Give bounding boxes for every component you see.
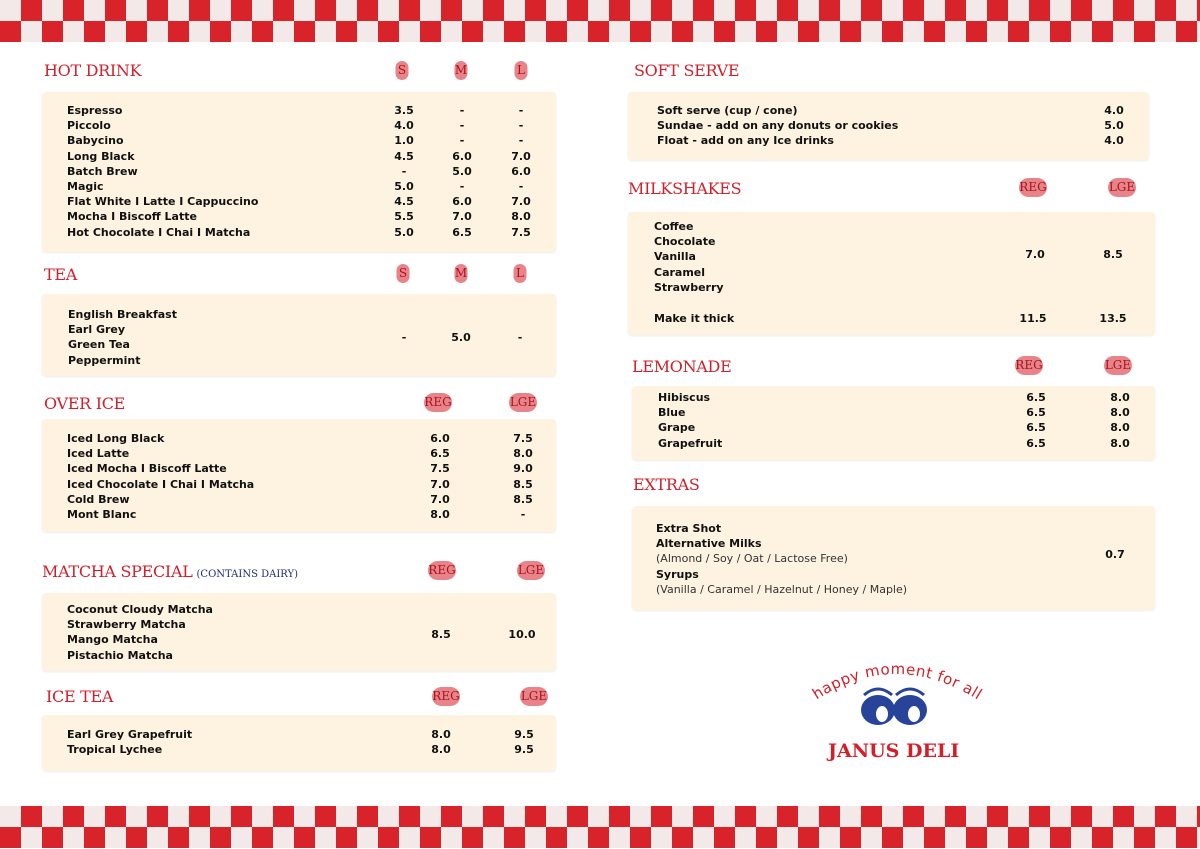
menu-row — [42, 209, 556, 224]
item-price: 7.5 — [430, 462, 450, 476]
ice-tea-panel — [42, 715, 556, 771]
item-price: 5.5 — [394, 210, 414, 224]
item-name: Mocha I Biscoff Latte — [67, 210, 197, 224]
item-name: Cold Brew — [67, 492, 130, 506]
item-name: Babycino — [67, 134, 124, 148]
checkered-border-bottom — [0, 806, 1200, 848]
item-price: 3.5 — [394, 104, 414, 117]
item-price: 6.5 — [1026, 421, 1046, 435]
eyes-icon — [861, 689, 927, 725]
item-price: 13.5 — [1099, 312, 1127, 325]
item-price: - — [459, 104, 465, 117]
item-price: 5.0 — [394, 180, 414, 193]
menu-row — [42, 431, 556, 446]
logo-tagline-arc — [790, 650, 1010, 730]
item-price: 6.5 — [1026, 436, 1046, 450]
menu-row — [42, 648, 556, 663]
menu-row — [42, 118, 556, 133]
menu-row — [632, 521, 1155, 536]
item-price: 8.0 — [430, 508, 450, 521]
item-price: - — [518, 180, 524, 193]
menu-row — [628, 133, 1149, 148]
item-price: 8.5 — [431, 628, 451, 641]
menu-row — [42, 179, 556, 194]
hot-drink-heading: HOT DRINK — [44, 61, 142, 80]
lemonade-panel — [632, 386, 1155, 460]
item-price: 9.0 — [513, 462, 533, 476]
menu-row — [42, 307, 556, 322]
item-name: English Breakfast — [68, 308, 177, 321]
menu-row — [632, 582, 1155, 597]
item-price: 1.0 — [394, 134, 414, 148]
size-pill-reg: REG — [1015, 356, 1043, 375]
item-name: Sundae - add on any donuts or cookies — [657, 119, 899, 133]
item-name: Coffee — [654, 220, 694, 233]
item-price: 6.0 — [430, 432, 450, 445]
menu-row — [632, 567, 1155, 582]
item-price: 7.5 — [511, 225, 531, 239]
item-name: Soft serve (cup / cone) — [657, 104, 798, 117]
matcha-special-panel — [42, 593, 556, 671]
menu-row — [42, 461, 556, 476]
item-price: - — [401, 331, 407, 344]
item-name: Chocolate — [654, 235, 716, 249]
size-pill-lge: LGE — [1104, 356, 1132, 375]
item-price: 9.5 — [514, 743, 534, 757]
item-name: Iced Latte — [67, 447, 130, 461]
item-name: Earl Grey Grapefruit — [67, 728, 193, 741]
menu-row — [42, 602, 556, 617]
item-price: 6.5 — [452, 225, 472, 239]
item-name: Syrups — [656, 567, 699, 581]
tagline-text: happy moment for all — [809, 659, 986, 704]
item-price: 5.0 — [1104, 119, 1124, 133]
item-price: 4.5 — [394, 149, 414, 163]
menu-row — [42, 330, 556, 345]
item-price: 7.0 — [430, 477, 450, 491]
item-name: Pistachio Matcha — [67, 648, 173, 662]
soft-serve-panel — [628, 92, 1149, 160]
item-price: 0.7 — [1105, 548, 1125, 561]
item-name: Float - add on any Ice drinks — [657, 134, 834, 148]
lemonade-heading: LEMONADE — [632, 357, 732, 376]
tea-panel — [42, 294, 556, 376]
tea-heading: TEA — [44, 265, 78, 284]
menu-row — [628, 265, 1155, 280]
contains-dairy-note: (CONTAINS DAIRY) — [196, 569, 299, 580]
menu-row — [42, 225, 556, 240]
item-name: Strawberry — [654, 280, 724, 294]
item-price: 4.5 — [394, 195, 414, 209]
size-pill-lge: LGE — [509, 393, 537, 412]
item-name: Alternative Milks — [656, 537, 762, 551]
item-price: 7.0 — [511, 195, 531, 209]
item-price: 8.5 — [1103, 248, 1123, 261]
size-pill-lge: LGE — [1108, 178, 1136, 197]
milkshakes-panel — [628, 212, 1155, 335]
item-price: 6.0 — [511, 164, 531, 178]
size-pill-reg: REG — [428, 561, 456, 580]
item-name: Piccolo — [67, 119, 111, 133]
item-price: - — [517, 331, 523, 344]
item-price: 8.5 — [513, 477, 533, 491]
menu-row — [42, 727, 556, 742]
item-name: Vanilla — [654, 250, 696, 264]
menu-row — [42, 477, 556, 492]
extras-heading: EXTRAS — [633, 475, 700, 494]
checkered-border-top — [0, 0, 1200, 42]
item-price: 8.0 — [431, 728, 451, 741]
item-price: - — [459, 180, 465, 193]
item-name: Hibiscus — [658, 391, 711, 404]
menu-row — [42, 446, 556, 461]
menu-row — [42, 492, 556, 507]
menu-row — [628, 103, 1149, 118]
over-ice-heading: OVER ICE — [44, 394, 126, 413]
item-name: Tropical Lychee — [67, 743, 163, 757]
item-price: 7.0 — [430, 492, 450, 506]
menu-row — [632, 436, 1155, 451]
size-pill-s: S — [397, 264, 410, 283]
item-price: 9.5 — [514, 728, 534, 741]
item-name: (Almond / Soy / Oat / Lactose Free) — [656, 552, 848, 566]
item-price: 5.0 — [452, 164, 472, 178]
item-price: 5.0 — [451, 331, 471, 344]
menu-row — [42, 149, 556, 164]
menu-row — [42, 164, 556, 179]
item-price: - — [518, 119, 524, 133]
item-price: - — [518, 134, 524, 148]
item-price: 8.0 — [1110, 436, 1130, 450]
menu-row — [628, 118, 1149, 133]
menu-row — [42, 742, 556, 757]
item-name: Make it thick — [654, 312, 735, 325]
item-price: 6.0 — [452, 149, 472, 163]
item-price: - — [518, 104, 524, 117]
size-pill-l: L — [515, 61, 528, 80]
item-price: 5.0 — [394, 225, 414, 239]
menu-row — [42, 353, 556, 368]
item-price: 4.0 — [394, 119, 414, 133]
item-name: Blue — [658, 406, 686, 420]
soft-serve-heading: SOFT SERVE — [634, 61, 740, 80]
size-pill-m: M — [455, 61, 468, 80]
item-price: 8.0 — [431, 743, 451, 757]
item-name: Peppermint — [68, 353, 141, 367]
item-name: (Vanilla / Caramel / Hazelnut / Honey / Maple) — [656, 582, 908, 596]
item-name: Earl Grey — [68, 323, 126, 337]
menu-row — [632, 405, 1155, 420]
item-name: Mont Blanc — [67, 508, 137, 521]
size-pill-s: S — [396, 61, 409, 80]
size-pill-lge: LGE — [520, 687, 548, 706]
item-price: 7.0 — [1025, 248, 1045, 261]
menu-row — [632, 547, 1155, 562]
item-name: Batch Brew — [67, 164, 138, 178]
size-pill-m: M — [455, 264, 468, 283]
milkshakes-heading: MILKSHAKES — [628, 179, 742, 198]
item-price: - — [459, 119, 465, 133]
item-price: 4.0 — [1104, 104, 1124, 117]
item-price: 8.0 — [1110, 391, 1130, 404]
size-pill-lge: LGE — [517, 561, 545, 580]
menu-row — [628, 219, 1155, 234]
item-name: Grape — [658, 421, 696, 435]
item-name: Coconut Cloudy Matcha — [67, 603, 213, 616]
ice-tea-heading: ICE TEA — [46, 687, 114, 706]
item-name: Iced Mocha I Biscoff Latte — [67, 462, 227, 476]
item-name: Strawberry Matcha — [67, 618, 186, 632]
item-name: Long Black — [67, 149, 135, 163]
menu-row — [628, 247, 1155, 262]
hot-drink-panel — [42, 92, 556, 252]
menu-row — [632, 390, 1155, 405]
menu-row — [42, 507, 556, 522]
item-price: - — [401, 164, 407, 178]
item-price: 7.0 — [511, 149, 531, 163]
menu-row — [42, 103, 556, 118]
over-ice-panel — [42, 419, 556, 532]
item-price: 6.5 — [1026, 406, 1046, 420]
svg-text:happy moment for all — [809, 660, 985, 704]
menu-row — [42, 133, 556, 148]
menu-row — [632, 420, 1155, 435]
item-name: Iced Long Black — [67, 432, 165, 445]
item-price: - — [459, 134, 465, 148]
item-price: 10.0 — [508, 628, 536, 641]
extras-panel — [632, 506, 1155, 610]
item-price: 4.0 — [1104, 134, 1124, 148]
menu-row — [42, 194, 556, 209]
brand-name: JANUS DELI — [828, 740, 960, 762]
size-pill-reg: REG — [1019, 178, 1047, 197]
size-pill-reg: REG — [424, 393, 452, 412]
item-price: 6.5 — [430, 447, 450, 461]
item-price: 8.0 — [513, 447, 533, 461]
item-name: Magic — [67, 180, 104, 193]
menu-row — [42, 627, 556, 642]
item-price: 11.5 — [1019, 312, 1047, 325]
item-price: 8.0 — [1110, 406, 1130, 420]
size-pill-reg: REG — [432, 687, 460, 706]
item-price: 7.5 — [513, 432, 533, 445]
item-price: 8.0 — [511, 210, 531, 224]
item-name: Green Tea — [68, 338, 130, 352]
item-name: Mango Matcha — [67, 633, 158, 647]
menu-row — [628, 311, 1155, 326]
item-name: Caramel — [654, 265, 706, 279]
matcha-special-title: MATCHA SPECIAL — [42, 562, 193, 581]
item-name: Flat White I Latte I Cappuccino — [67, 195, 259, 209]
item-price: 6.5 — [1026, 391, 1046, 404]
item-name: Extra Shot — [656, 522, 722, 535]
item-price: 7.0 — [452, 210, 472, 224]
item-price: 8.5 — [513, 492, 533, 506]
item-name: Hot Chocolate I Chai I Matcha — [67, 225, 251, 239]
item-price: 8.0 — [1110, 421, 1130, 435]
item-name: Iced Chocolate I Chai I Matcha — [67, 477, 255, 491]
menu-row — [628, 280, 1155, 295]
item-price: - — [520, 508, 526, 521]
item-name: Espresso — [67, 104, 123, 117]
item-name: Grapefruit — [658, 436, 723, 450]
item-price: 6.0 — [452, 195, 472, 209]
size-pill-l: L — [514, 264, 527, 283]
matcha-special-heading — [42, 562, 298, 581]
